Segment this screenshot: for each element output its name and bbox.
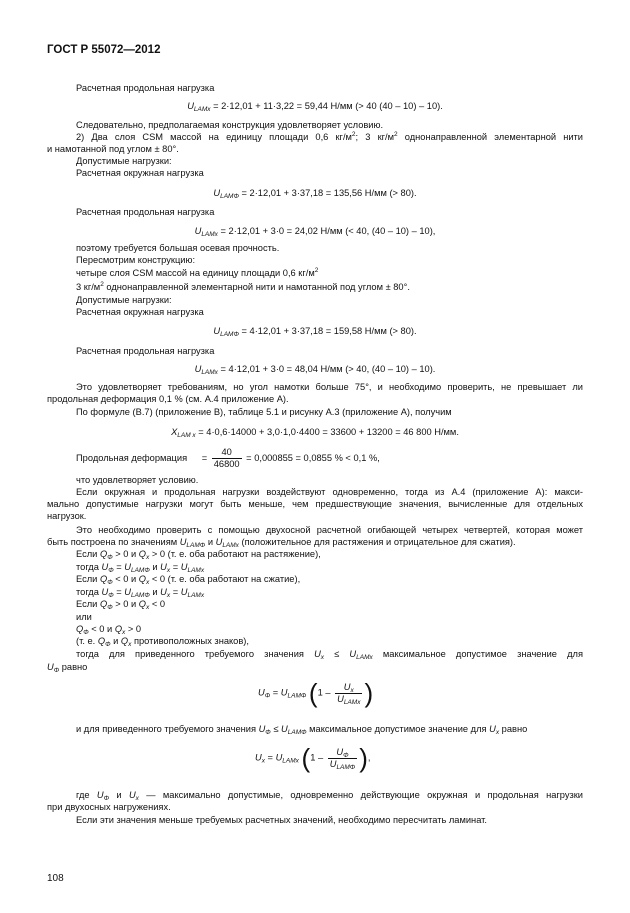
text-line: продольная деформация 0,1 % (см. А.4 приложение А). bbox=[47, 394, 289, 404]
text-line: $Q_\Phi < 0$ и $Q_x > 0$ bbox=[76, 624, 142, 636]
text-line: при двухосных нагружениях. bbox=[47, 802, 171, 812]
formula-max-longitudinal: $U_x = U_{LAMx}$ (1 – $\frac{U_\Phi}{U_{LAM\Phi}}$ ), bbox=[255, 743, 371, 773]
text-line: четыре слоя CSM массой на единицу площади 0,6 $кг/м^2$ bbox=[76, 267, 319, 278]
text-line: поэтому требуется большая осевая прочность. bbox=[76, 243, 280, 253]
text-line: и намотанной под углом ± 80°. bbox=[47, 144, 179, 154]
text-line: где $U_\Phi$ и $U_x$ — максимально допустимые, одновременно действующие окружная и продольная нагрузки bbox=[76, 790, 583, 802]
text-line: тогда для приведенного требуемого значения $U_x \le U_{LAMx}$ максимальное допустимое значение для bbox=[76, 649, 583, 661]
formula-longitudinal-load-3: $U_{LAMx} = 4\cdot 12,01 + 3\cdot 0 = 48,04$ Н/мм (> 40, (40 – 10) – 10). bbox=[194, 364, 436, 376]
text-line: (т. е. $Q_\Phi$ и $Q_x$ противоположных знаков), bbox=[76, 636, 249, 648]
text-line: Следовательно, предполагаемая конструкция удовлетворяет условию. bbox=[76, 120, 384, 130]
text-line: Допустимые нагрузки: bbox=[76, 156, 172, 166]
text-line: 2) Два слоя CSM массой на единицу площади 0,6 $кг/м^2$; 3 $кг/м^2$ однонаправленной элементарной нити bbox=[76, 131, 583, 142]
formula-hoop-load-1: $U_{LAM\Phi} = 2\cdot 12,01 + 3\cdot 37,18 = 135,56$ Н/мм (> 80). bbox=[213, 188, 417, 200]
text-line: Расчетная окружная нагрузка bbox=[76, 168, 204, 178]
text-line: По формуле (В.7) (приложение В), таблице 5.1 и рисунку А.3 (приложение А), получим bbox=[76, 407, 452, 417]
text-line: тогда $U_\Phi = U_{LAM\Phi}$ и $U_x = U_{LAMx}$ bbox=[76, 562, 205, 574]
text-line: Расчетная окружная нагрузка bbox=[76, 307, 204, 317]
formula-fraction: $\frac{U_\Phi}{U_{LAM\Phi}}$ bbox=[329, 746, 356, 771]
text-line: Если $Q_\Phi > 0$ и $Q_x < 0$ bbox=[76, 599, 166, 611]
strain-fraction: $\frac{40}{46800}$ bbox=[213, 447, 240, 469]
formula-hoop-load-2: $U_{LAM\Phi} = 4\cdot 12,01 + 3\cdot 37,18 = 159,58$ Н/мм (> 80). bbox=[213, 326, 417, 338]
text-line: и для приведенного требуемого значения $U_\Phi \le U_{LAM\Phi}$ максимальное допустимое значение для $U_x$ равно bbox=[76, 724, 528, 736]
text-line: тогда $U_\Phi = U_{LAM\Phi}$ и $U_x = U_{LAMx}$ bbox=[76, 587, 205, 599]
text-line: нагрузок. bbox=[47, 511, 87, 521]
text-line: $U_\Phi$ равно bbox=[47, 662, 88, 674]
text-line: Допустимые нагрузки: bbox=[76, 295, 172, 305]
text-line: Это необходимо проверить с помощью двухосной расчетной огибающей четырех четвертей, которая может bbox=[76, 525, 583, 535]
text-line: Пересмотрим конструкцию: bbox=[76, 255, 196, 265]
document-header: ГОСТ Р 55072—2012 bbox=[47, 44, 161, 56]
text-line: быть построена по значениям $U_{LAM\Phi}$ и $U_{LAMx}$ (положительное для растяжения и отрицательное для сжатия). bbox=[47, 537, 516, 549]
formula-longitudinal-load-1: $U_{LAMx} = 2\cdot 12,01 + 11\cdot 3,22 = 59,44$ Н/мм (> 40 (40 – 10) – 10). bbox=[187, 101, 443, 113]
text-line: Это удовлетворяет требованиям, но угол намотки больше 75°, и необходимо проверить, не превышает ли bbox=[76, 382, 583, 392]
text-line: или bbox=[76, 612, 92, 622]
text-line: мально допустимые нагрузки могут быть меньше, чем предшествующие значения, вычисленные для отдельных bbox=[47, 499, 583, 509]
text-line: Если окружная и продольная нагрузки воздействуют одновременно, тогда из А.4 (приложение А): макси- bbox=[76, 487, 583, 497]
text-line: Расчетная продольная нагрузка bbox=[76, 346, 215, 356]
text-line: Если $Q_\Phi > 0$ и $Q_x > 0$ (т. е. оба работают на растяжение), bbox=[76, 549, 321, 561]
formula-longitudinal-load-2: $U_{LAMx} = 2\cdot 12,01 + 3\cdot 0 = 24,02$ Н/мм (< 40, (40 – 10) – 10), bbox=[194, 226, 436, 238]
text-line: что удовлетворяет условию. bbox=[76, 475, 199, 485]
formula-max-hoop: $U_\Phi = U_{LAM\Phi}$ (1 – $\frac{U_x}{U_{LAMx}}$ ) bbox=[258, 678, 374, 708]
formula-stiffness: $X_{LAM x} = 4\cdot 0,6\cdot 14000 + 3,0\cdot 1,0\cdot 4400 = 33600 + 13200 = 46$ 800 Н/мм. bbox=[171, 427, 459, 439]
text-line: Расчетная продольная нагрузка bbox=[76, 207, 215, 217]
text-line: Если $Q_\Phi < 0$ и $Q_x < 0$ (т. е. оба работают на сжатие), bbox=[76, 574, 301, 586]
text-line: 3 $кг/м^2$ однонаправленной элементарной нити и намотанной под углом ± 80°. bbox=[76, 281, 410, 292]
text-line: Если эти значения меньше требуемых расчетных значений, необходимо пересчитать ламинат. bbox=[76, 815, 487, 825]
text-line: Расчетная продольная нагрузка bbox=[76, 83, 215, 93]
formula-longitudinal-strain: Продольная деформация = $\frac{40}{46800}$ = 0,000855 = 0,0855 % < 0,1 %, bbox=[76, 447, 380, 469]
page-number: 108 bbox=[47, 873, 64, 884]
formula-fraction: $\frac{U_x}{U_{LAMx}}$ bbox=[337, 681, 361, 706]
